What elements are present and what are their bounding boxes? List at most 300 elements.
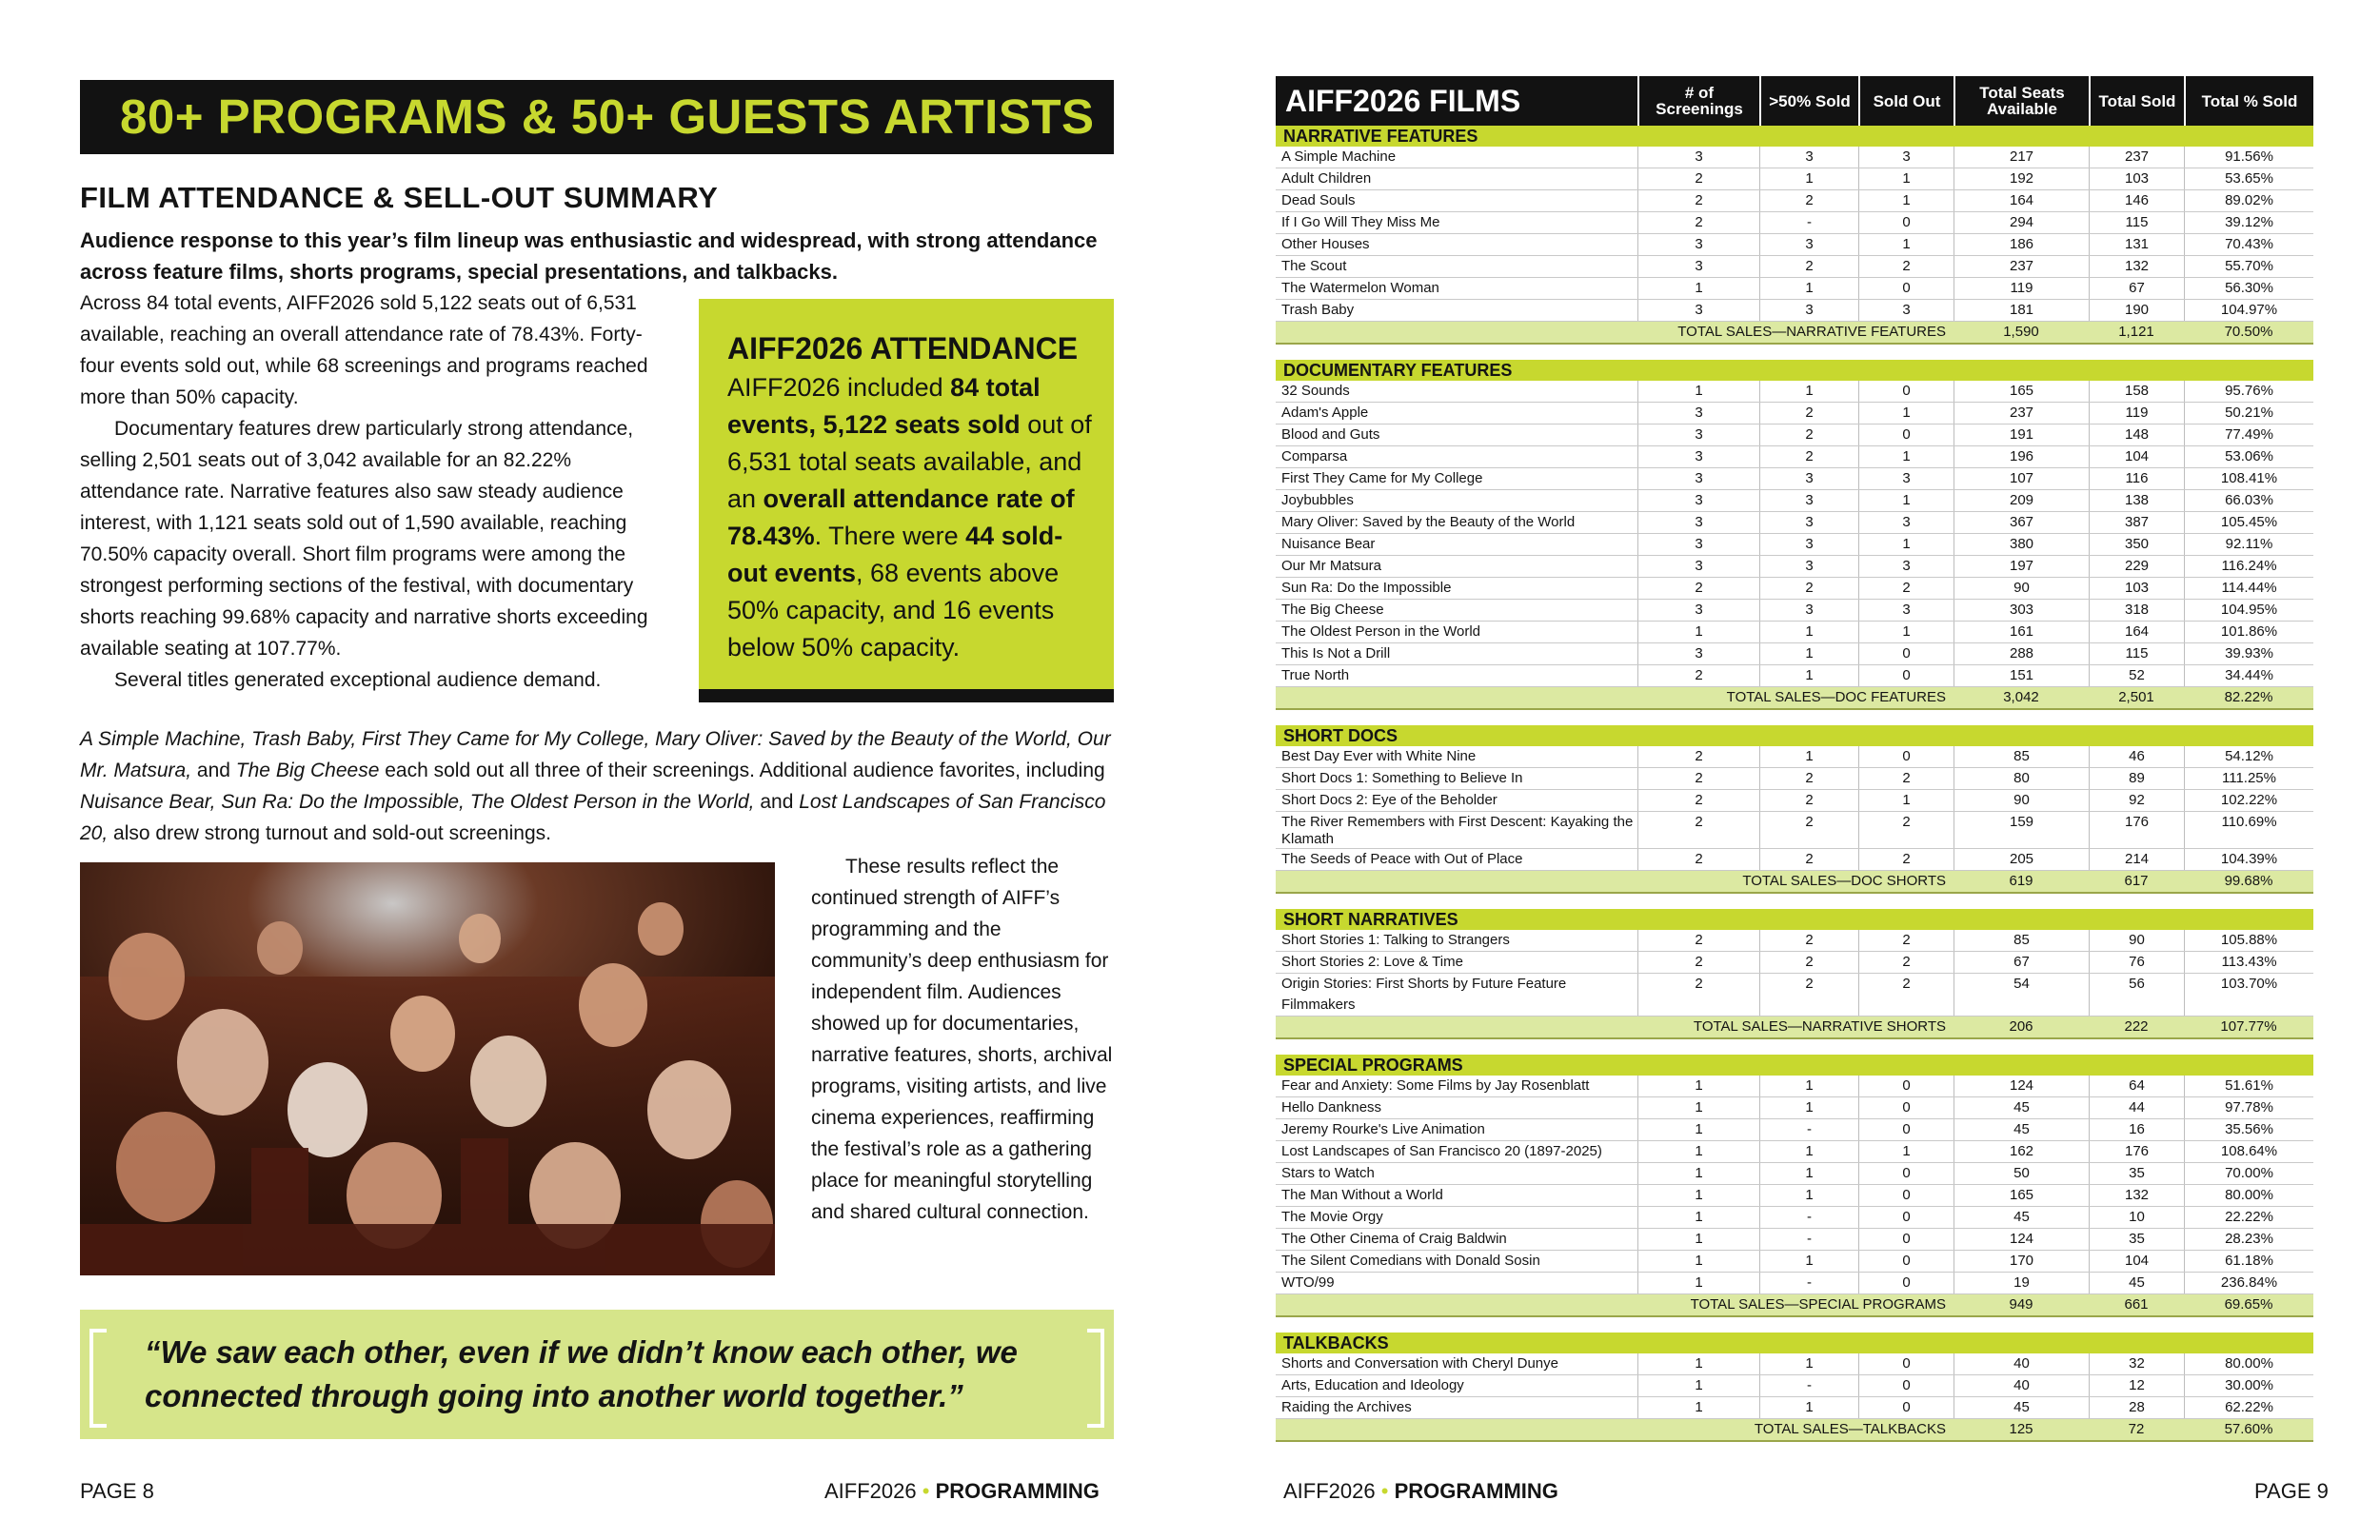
header-films: AIFF2026 FILMS bbox=[1285, 84, 1521, 118]
table-row bbox=[1276, 746, 2313, 768]
table-row bbox=[1276, 952, 2313, 974]
table-row bbox=[1276, 147, 2313, 168]
total-sold: 158 bbox=[2089, 381, 2184, 402]
table-row bbox=[1276, 468, 2313, 490]
over-50: 1 bbox=[1759, 622, 1858, 642]
percent-sold: 113.43% bbox=[2184, 952, 2313, 973]
total-label: TOTAL SALES—SPECIAL PROGRAMS bbox=[1690, 1296, 1946, 1313]
total-sold: 119 bbox=[2089, 403, 2184, 424]
sold-out: 1 bbox=[1858, 622, 1954, 642]
body-column bbox=[80, 287, 649, 696]
total-sold: 103 bbox=[2089, 168, 2184, 189]
sold-out: 2 bbox=[1858, 812, 1954, 848]
percent-sold: 28.23% bbox=[2184, 1229, 2313, 1250]
film-title: Jeremy Rourke's Live Animation bbox=[1281, 1121, 1485, 1137]
over-50: 1 bbox=[1759, 1097, 1858, 1118]
screenings: 1 bbox=[1637, 1076, 1759, 1096]
percent-sold: 236.84% bbox=[2184, 1273, 2313, 1293]
over-50: 1 bbox=[1759, 1141, 1858, 1162]
film-title: Nuisance Bear bbox=[1281, 536, 1376, 552]
demand-mid: each sold out all three of their screenings. Additional audience favorites, including bbox=[379, 760, 1105, 781]
over-50: 3 bbox=[1759, 300, 1858, 321]
over-50: 3 bbox=[1759, 512, 1858, 533]
over-50: 2 bbox=[1759, 974, 1858, 1016]
footer-brand: AIFF2026 bbox=[1283, 1479, 1376, 1503]
total-sold: 44 bbox=[2089, 1097, 2184, 1118]
percent-sold: 30.00% bbox=[2184, 1375, 2313, 1396]
table-row bbox=[1276, 168, 2313, 190]
total-sold: 661 bbox=[2124, 1296, 2149, 1313]
pull-quote bbox=[80, 1310, 1114, 1439]
film-title: The Scout bbox=[1281, 258, 1347, 274]
screenings: 2 bbox=[1637, 168, 1759, 189]
table-row bbox=[1276, 490, 2313, 512]
screenings: 1 bbox=[1637, 1097, 1759, 1118]
audience-photo bbox=[80, 862, 775, 1275]
total-sold: 176 bbox=[2089, 1141, 2184, 1162]
banner-title: 80+ PROGRAMS & 50+ GUESTS ARTISTS bbox=[120, 89, 1095, 144]
percent-sold: 56.30% bbox=[2184, 278, 2313, 299]
quote-bracket-right-icon bbox=[1087, 1329, 1104, 1428]
percent-sold: 39.12% bbox=[2184, 212, 2313, 233]
title-list-1: A Simple Machine, Trash Baby, First They Came for My College, Mary Oliver: Saved by the Beauty of the World, Our Mr. Matsura, bbox=[80, 728, 1111, 781]
table-row bbox=[1276, 1397, 2313, 1419]
paragraph-demand-intro: Several titles generated exceptional audience demand. bbox=[114, 669, 602, 691]
total-sold: 12 bbox=[2089, 1375, 2184, 1396]
sold-out: 1 bbox=[1858, 403, 1954, 424]
film-title: The Seeds of Peace with Out of Place bbox=[1281, 851, 1523, 867]
total-label: TOTAL SALES—NARRATIVE SHORTS bbox=[1693, 1018, 1946, 1035]
seats-available: 181 bbox=[1954, 300, 2089, 321]
total-sold: 10 bbox=[2089, 1207, 2184, 1228]
section-gap bbox=[1276, 345, 2313, 360]
percent-sold: 34.44% bbox=[2184, 665, 2313, 686]
sold-out: 0 bbox=[1858, 1076, 1954, 1096]
screenings: 3 bbox=[1637, 490, 1759, 511]
over-50: 3 bbox=[1759, 490, 1858, 511]
percent-sold: 39.93% bbox=[2184, 643, 2313, 664]
over-50: 1 bbox=[1759, 1353, 1858, 1374]
percent-sold: 80.00% bbox=[2184, 1185, 2313, 1206]
table-row bbox=[1276, 278, 2313, 300]
film-title: Best Day Ever with White Nine bbox=[1281, 748, 1477, 764]
seats-available: 40 bbox=[1954, 1375, 2089, 1396]
seats-available: 107 bbox=[1954, 468, 2089, 489]
film-title: The River Remembers with First Descent: Kayaking the Klamath bbox=[1281, 814, 1634, 847]
sold-out: 0 bbox=[1858, 1229, 1954, 1250]
over-50: 1 bbox=[1759, 1185, 1858, 1206]
over-50: - bbox=[1759, 1207, 1858, 1228]
seats-available: 54 bbox=[1954, 974, 2089, 1016]
section-gap bbox=[1276, 894, 2313, 909]
seats-available: 303 bbox=[1954, 600, 2089, 621]
screenings: 3 bbox=[1637, 234, 1759, 255]
total-seats-available: 619 bbox=[2009, 873, 2033, 889]
total-sold: 104 bbox=[2089, 1251, 2184, 1272]
over-50: 1 bbox=[1759, 168, 1858, 189]
percent-sold: 108.64% bbox=[2184, 1141, 2313, 1162]
percent-sold: 97.78% bbox=[2184, 1097, 2313, 1118]
percent-sold: 104.97% bbox=[2184, 300, 2313, 321]
film-title: Origin Stories: First Shorts by Future Feature Filmmakers bbox=[1281, 976, 1567, 1013]
films-table bbox=[1276, 76, 2313, 1442]
percent-sold: 80.00% bbox=[2184, 1353, 2313, 1374]
total-sold: 617 bbox=[2124, 873, 2149, 889]
screenings: 2 bbox=[1637, 190, 1759, 211]
seats-available: 165 bbox=[1954, 1185, 2089, 1206]
screenings: 2 bbox=[1637, 768, 1759, 789]
film-title: First They Came for My College bbox=[1281, 470, 1483, 486]
seats-available: 90 bbox=[1954, 790, 2089, 811]
over-50: 2 bbox=[1759, 424, 1858, 445]
screenings: 3 bbox=[1637, 147, 1759, 168]
callout-text-3: . There were bbox=[814, 522, 966, 550]
screenings: 2 bbox=[1637, 790, 1759, 811]
total-sold: 56 bbox=[2089, 974, 2184, 1016]
screenings: 3 bbox=[1637, 534, 1759, 555]
seats-available: 237 bbox=[1954, 256, 2089, 277]
total-sold: 222 bbox=[2124, 1018, 2149, 1035]
callout-bold-2: overall attendance rate of 78.43% bbox=[727, 484, 1075, 550]
header-screenings: # of Screenings bbox=[1637, 76, 1759, 126]
seats-available: 205 bbox=[1954, 849, 2089, 870]
sold-out: 2 bbox=[1858, 256, 1954, 277]
table-row bbox=[1276, 790, 2313, 812]
screenings: 1 bbox=[1637, 1119, 1759, 1140]
callout-text-2: out of 6,531 total seats available, and an bbox=[727, 410, 1092, 513]
film-title: Adam's Apple bbox=[1281, 405, 1369, 421]
total-sold: 35 bbox=[2089, 1163, 2184, 1184]
footer-page-9: PAGE 9 bbox=[2254, 1479, 2329, 1503]
film-title: Adult Children bbox=[1281, 170, 1372, 187]
percent-sold: 110.69% bbox=[2184, 812, 2313, 848]
screenings: 2 bbox=[1637, 849, 1759, 870]
over-50: 1 bbox=[1759, 278, 1858, 299]
total-sold: 164 bbox=[2089, 622, 2184, 642]
sold-out: 0 bbox=[1858, 665, 1954, 686]
table-row bbox=[1276, 234, 2313, 256]
screenings: 2 bbox=[1637, 952, 1759, 973]
footer-bullet: • bbox=[922, 1479, 930, 1503]
total-sold: 387 bbox=[2089, 512, 2184, 533]
total-sold: 76 bbox=[2089, 952, 2184, 973]
percent-sold: 54.12% bbox=[2184, 746, 2313, 767]
seats-available: 161 bbox=[1954, 622, 2089, 642]
sold-out: 0 bbox=[1858, 1397, 1954, 1418]
seats-available: 367 bbox=[1954, 512, 2089, 533]
header-seats-available: Total Seats Available bbox=[1954, 76, 2089, 126]
table-row bbox=[1276, 1375, 2313, 1397]
seats-available: 165 bbox=[1954, 381, 2089, 402]
percent-sold: 70.43% bbox=[2184, 234, 2313, 255]
callout-text-1: AIFF2026 included bbox=[727, 373, 951, 402]
section-header: TALKBACKS bbox=[1276, 1333, 2313, 1353]
over-50: 1 bbox=[1759, 643, 1858, 664]
screenings: 1 bbox=[1637, 1229, 1759, 1250]
paragraph-overview: Across 84 total events, AIFF2026 sold 5,122 seats out of 6,531 available, reaching an overall attendance rate of 78.43%. Forty-four events sold out, while 68 screenings and programs reached more than 50% capacity. bbox=[80, 292, 648, 408]
sold-out: 3 bbox=[1858, 512, 1954, 533]
table-row bbox=[1276, 1119, 2313, 1141]
sold-out: 0 bbox=[1858, 1273, 1954, 1293]
table-row bbox=[1276, 578, 2313, 600]
seats-available: 45 bbox=[1954, 1097, 2089, 1118]
percent-sold: 70.00% bbox=[2184, 1163, 2313, 1184]
film-title: A Simple Machine bbox=[1281, 148, 1397, 165]
percent-sold: 55.70% bbox=[2184, 256, 2313, 277]
sold-out: 3 bbox=[1858, 147, 1954, 168]
percent-sold: 89.02% bbox=[2184, 190, 2313, 211]
section-gap bbox=[1276, 1039, 2313, 1055]
film-title: Trash Baby bbox=[1281, 302, 1355, 318]
footer-section: PROGRAMMING bbox=[935, 1479, 1100, 1503]
table-row bbox=[1276, 1097, 2313, 1119]
percent-sold: 105.45% bbox=[2184, 512, 2313, 533]
film-title: True North bbox=[1281, 667, 1350, 683]
percent-sold: 51.61% bbox=[2184, 1076, 2313, 1096]
seats-available: 80 bbox=[1954, 768, 2089, 789]
sold-out: 0 bbox=[1858, 1353, 1954, 1374]
sold-out: 2 bbox=[1858, 930, 1954, 951]
total-sold: 52 bbox=[2089, 665, 2184, 686]
total-sold: 132 bbox=[2089, 1185, 2184, 1206]
total-row bbox=[1276, 1294, 2313, 1317]
over-50: 1 bbox=[1759, 746, 1858, 767]
screenings: 2 bbox=[1637, 746, 1759, 767]
total-sold: 116 bbox=[2089, 468, 2184, 489]
seats-available: 294 bbox=[1954, 212, 2089, 233]
section-gap bbox=[1276, 1317, 2313, 1333]
table-row bbox=[1276, 600, 2313, 622]
over-50: - bbox=[1759, 1375, 1858, 1396]
title-lost-landscapes: Lost Landscapes of San Francisco 20, bbox=[80, 791, 1106, 844]
callout-body bbox=[727, 369, 1099, 666]
screenings: 1 bbox=[1637, 1397, 1759, 1418]
over-50: 2 bbox=[1759, 256, 1858, 277]
screenings: 3 bbox=[1637, 468, 1759, 489]
over-50: 2 bbox=[1759, 578, 1858, 599]
total-sold: 115 bbox=[2089, 212, 2184, 233]
total-seats-available: 1,590 bbox=[2003, 324, 2039, 340]
seats-available: 85 bbox=[1954, 746, 2089, 767]
section-title: FILM ATTENDANCE & SELL-OUT SUMMARY bbox=[80, 181, 719, 214]
over-50: 3 bbox=[1759, 534, 1858, 555]
sold-out: 0 bbox=[1858, 746, 1954, 767]
section-header: NARRATIVE FEATURES bbox=[1276, 126, 2313, 147]
table-row bbox=[1276, 190, 2313, 212]
seats-available: 217 bbox=[1954, 147, 2089, 168]
table-row bbox=[1276, 930, 2313, 952]
sold-out: 0 bbox=[1858, 424, 1954, 445]
total-sold: 148 bbox=[2089, 424, 2184, 445]
total-label: TOTAL SALES—TALKBACKS bbox=[1754, 1421, 1946, 1437]
over-50: 1 bbox=[1759, 665, 1858, 686]
paragraph-demand bbox=[80, 723, 1114, 849]
screenings: 2 bbox=[1637, 974, 1759, 1016]
seats-available: 67 bbox=[1954, 952, 2089, 973]
over-50: 1 bbox=[1759, 1251, 1858, 1272]
seats-available: 380 bbox=[1954, 534, 2089, 555]
percent-sold: 22.22% bbox=[2184, 1207, 2313, 1228]
footer-section: PROGRAMMING bbox=[1394, 1479, 1558, 1503]
total-percent-sold: 82.22% bbox=[2224, 689, 2273, 705]
table-row bbox=[1276, 512, 2313, 534]
quote-text: “We saw each other, even if we didn’t know each other, we connected through going into another world together.” bbox=[145, 1334, 1018, 1413]
table-row bbox=[1276, 622, 2313, 643]
paragraph-closing: These results reflect the continued strength of AIFF’s programming and the community’s deep enthusiasm for independent film. Audiences showed up for documentaries, narrative features, shorts, archival programs, visiting artists, and live cinema experiences, reaffirming the festival’s role as a gathering place for meaningful storytelling and shared cultural connection. bbox=[811, 856, 1113, 1223]
sold-out: 0 bbox=[1858, 381, 1954, 402]
total-sold: 318 bbox=[2089, 600, 2184, 621]
percent-sold: 61.18% bbox=[2184, 1251, 2313, 1272]
film-title: Shorts and Conversation with Cheryl Dunye bbox=[1281, 1355, 1558, 1372]
table-row bbox=[1276, 1353, 2313, 1375]
total-seats-available: 125 bbox=[2009, 1421, 2033, 1437]
film-title: Blood and Guts bbox=[1281, 426, 1380, 443]
section-header: SHORT DOCS bbox=[1276, 725, 2313, 746]
sold-out: 2 bbox=[1858, 578, 1954, 599]
total-sold: 92 bbox=[2089, 790, 2184, 811]
sold-out: 0 bbox=[1858, 1119, 1954, 1140]
film-title: 32 Sounds bbox=[1281, 383, 1350, 399]
total-sold: 350 bbox=[2089, 534, 2184, 555]
over-50: 3 bbox=[1759, 556, 1858, 577]
sold-out: 3 bbox=[1858, 556, 1954, 577]
percent-sold: 105.88% bbox=[2184, 930, 2313, 951]
sold-out: 1 bbox=[1858, 490, 1954, 511]
screenings: 3 bbox=[1637, 600, 1759, 621]
film-title: Lost Landscapes of San Francisco 20 (1897-2025) bbox=[1281, 1143, 1602, 1159]
total-seats-available: 3,042 bbox=[2003, 689, 2039, 705]
total-percent-sold: 70.50% bbox=[2224, 324, 2273, 340]
over-50: 1 bbox=[1759, 381, 1858, 402]
total-sold: 214 bbox=[2089, 849, 2184, 870]
percent-sold: 77.49% bbox=[2184, 424, 2313, 445]
total-sold: 28 bbox=[2089, 1397, 2184, 1418]
table-row bbox=[1276, 534, 2313, 556]
screenings: 3 bbox=[1637, 556, 1759, 577]
header-over-50: >50% Sold bbox=[1759, 76, 1858, 126]
sold-out: 1 bbox=[1858, 534, 1954, 555]
total-sold: 16 bbox=[2089, 1119, 2184, 1140]
header-total-sold: Total Sold bbox=[2089, 76, 2184, 126]
total-sold: 131 bbox=[2089, 234, 2184, 255]
table-row bbox=[1276, 849, 2313, 871]
seats-available: 192 bbox=[1954, 168, 2089, 189]
total-label: TOTAL SALES—NARRATIVE FEATURES bbox=[1677, 324, 1946, 340]
seats-available: 124 bbox=[1954, 1229, 2089, 1250]
sold-out: 0 bbox=[1858, 278, 1954, 299]
seats-available: 45 bbox=[1954, 1207, 2089, 1228]
film-title: Sun Ra: Do the Impossible bbox=[1281, 580, 1452, 596]
screenings: 3 bbox=[1637, 403, 1759, 424]
sold-out: 2 bbox=[1858, 952, 1954, 973]
screenings: 2 bbox=[1637, 578, 1759, 599]
total-row bbox=[1276, 687, 2313, 710]
percent-sold: 101.86% bbox=[2184, 622, 2313, 642]
sold-out: 0 bbox=[1858, 1185, 1954, 1206]
over-50: 2 bbox=[1759, 812, 1858, 848]
percent-sold: 111.25% bbox=[2184, 768, 2313, 789]
seats-available: 45 bbox=[1954, 1119, 2089, 1140]
film-title: Fear and Anxiety: Some Films by Jay Rosenblatt bbox=[1281, 1077, 1590, 1094]
paragraph-sections: Documentary features drew particularly strong attendance, selling 2,501 seats out of 3,042 available for an 82.22% attendance rate. Narrative features also saw steady audience interest, with 1,121 seats sold out of 1,590 available, reaching 70.50% capacity overall. Short film programs were among the strongest performing sections of the festival, with documentary shorts reaching 99.68% capacity and narrative shorts exceeding available seating at 107.77%. bbox=[80, 418, 648, 660]
over-50: 2 bbox=[1759, 446, 1858, 467]
and-text-2: and bbox=[754, 791, 800, 813]
over-50: - bbox=[1759, 1229, 1858, 1250]
over-50: 3 bbox=[1759, 600, 1858, 621]
table-row bbox=[1276, 300, 2313, 322]
screenings: 1 bbox=[1637, 1273, 1759, 1293]
table-row bbox=[1276, 1229, 2313, 1251]
percent-sold: 116.24% bbox=[2184, 556, 2313, 577]
percent-sold: 62.22% bbox=[2184, 1397, 2313, 1418]
film-title: WTO/99 bbox=[1281, 1274, 1335, 1291]
total-seats-available: 949 bbox=[2009, 1296, 2033, 1313]
seats-available: 85 bbox=[1954, 930, 2089, 951]
screenings: 3 bbox=[1637, 446, 1759, 467]
lede-paragraph: Audience response to this year’s film lineup was enthusiastic and widespread, with strong attendance across feature films, shorts programs, special presentations, and talkbacks. bbox=[80, 228, 1098, 284]
screenings: 1 bbox=[1637, 278, 1759, 299]
seats-available: 124 bbox=[1954, 1076, 2089, 1096]
total-sold: 46 bbox=[2089, 746, 2184, 767]
screenings: 3 bbox=[1637, 256, 1759, 277]
sold-out: 3 bbox=[1858, 600, 1954, 621]
film-title: This Is Not a Drill bbox=[1281, 645, 1391, 661]
screenings: 1 bbox=[1637, 1163, 1759, 1184]
sold-out: 1 bbox=[1858, 234, 1954, 255]
sold-out: 0 bbox=[1858, 643, 1954, 664]
table-row bbox=[1276, 212, 2313, 234]
footer-right-brand bbox=[1283, 1477, 1558, 1506]
total-sold: 132 bbox=[2089, 256, 2184, 277]
total-sold: 103 bbox=[2089, 578, 2184, 599]
total-percent-sold: 99.68% bbox=[2224, 873, 2273, 889]
sold-out: 0 bbox=[1858, 212, 1954, 233]
screenings: 1 bbox=[1637, 1185, 1759, 1206]
sold-out: 1 bbox=[1858, 168, 1954, 189]
film-title: The Movie Orgy bbox=[1281, 1209, 1383, 1225]
seats-available: 50 bbox=[1954, 1163, 2089, 1184]
screenings: 1 bbox=[1637, 1141, 1759, 1162]
seats-available: 19 bbox=[1954, 1273, 2089, 1293]
table-row bbox=[1276, 1076, 2313, 1097]
sold-out: 0 bbox=[1858, 1375, 1954, 1396]
total-label: TOTAL SALES—DOC SHORTS bbox=[1742, 873, 1946, 889]
table-row bbox=[1276, 381, 2313, 403]
percent-sold: 114.44% bbox=[2184, 578, 2313, 599]
film-title: The Oldest Person in the World bbox=[1281, 623, 1480, 640]
seats-available: 197 bbox=[1954, 556, 2089, 577]
over-50: - bbox=[1759, 1273, 1858, 1293]
total-row bbox=[1276, 1017, 2313, 1039]
film-title: Our Mr Matsura bbox=[1281, 558, 1382, 574]
header-sold-out: Sold Out bbox=[1858, 76, 1954, 126]
header-percent-sold: Total % Sold bbox=[2184, 76, 2313, 126]
seats-available: 45 bbox=[1954, 1397, 2089, 1418]
table-header bbox=[1276, 76, 2313, 126]
seats-available: 159 bbox=[1954, 812, 2089, 848]
seats-available: 191 bbox=[1954, 424, 2089, 445]
callout-title: AIFF2026 ATTENDANCE bbox=[727, 331, 1079, 365]
film-title: Other Houses bbox=[1281, 236, 1370, 252]
section-header: SHORT NARRATIVES bbox=[1276, 909, 2313, 930]
film-title: If I Go Will They Miss Me bbox=[1281, 214, 1440, 230]
section-header: DOCUMENTARY FEATURES bbox=[1276, 360, 2313, 381]
sold-out: 0 bbox=[1858, 1097, 1954, 1118]
screenings: 3 bbox=[1637, 643, 1759, 664]
film-title: Joybubbles bbox=[1281, 492, 1354, 508]
table-row bbox=[1276, 403, 2313, 424]
film-title: Short Stories 2: Love & Time bbox=[1281, 954, 1463, 970]
